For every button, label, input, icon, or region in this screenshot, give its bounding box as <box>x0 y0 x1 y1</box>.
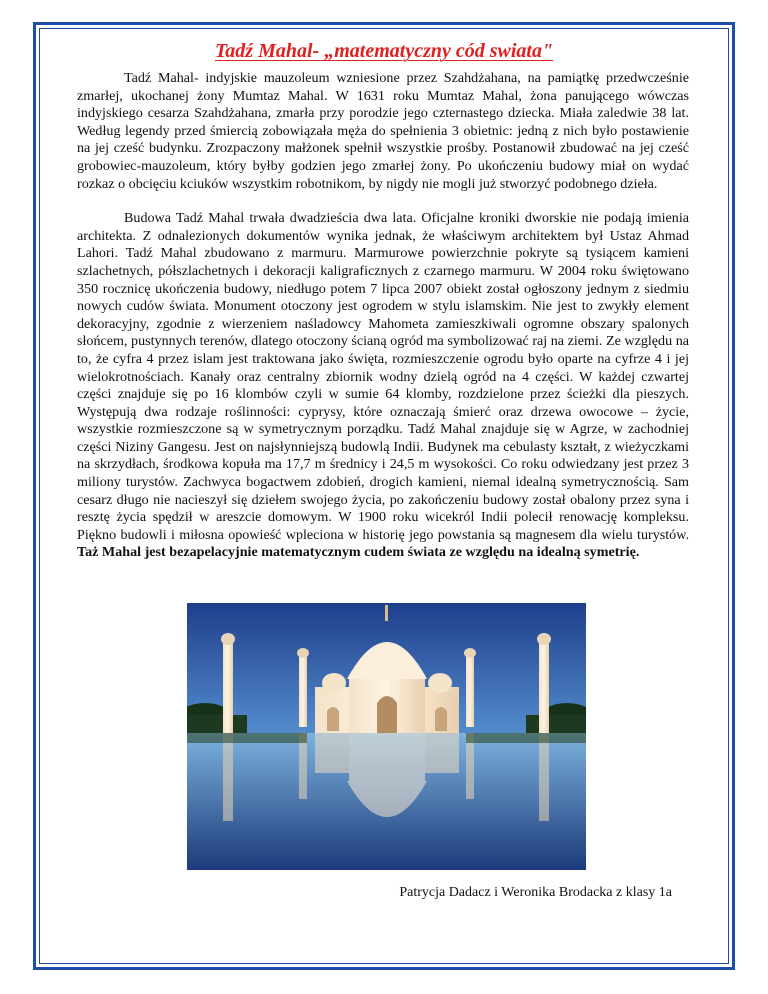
paragraph-history: Tadź Mahal- indyjskie mauzoleum wzniesione przez Szahdżahana, na pamiątkę przedwcześnie zmarłej, ukochanej żony Mumtaz Mahal. W 1631 roku Mumtaz Mahal, żona panującego wówczas indyjskiego cesarza Szahdżahana, zmarła przy porodzie jego czternastego dziecka. Miała zaledwie 38 lat. Według legendy przed śmiercią zobowiązała męża do spełnienia 3 obietnic: jedną z nich było postawienie na jej cześć budynku. Zrozpaczony małżonek spełnił wszystkie prośby. Postanowił zbudować na jej cześć grobowiec-mauzoleum, który byłby godzien jego zmarłej żony. Po ukończeniu budowy miał on wydać rozkaz o obcięciu kciuków wszystkim robotnikom, by nigdy nie mogli już stworzyć podobnego dzieła. <box>77 70 689 192</box>
article-body <box>77 70 689 562</box>
conclusion-text: Taż Mahal jest bezapelacyjnie matematycznym cudem świata ze względu na idealną symetrię. <box>77 544 640 561</box>
taj-mahal-photo <box>187 603 586 870</box>
author-caption: Patrycja Dadacz i Weronika Brodacka z klasy 1a <box>399 885 672 900</box>
paragraph-description-text: Budowa Tadź Mahal trwała dwadzieścia dwa lata. Oficjalne kroniki dworskie nie podają imienia architekta. Z odnalezionych dokumentów wynika jednak, że właściwym architektem był Ustaz Ahmad Lahori. Tadź Mahal zbudowano z marmuru. Marmurowe powierzchnie pokryte są tysiącem kamieni szlachetnych, półszlachetnych i dekoracji kaligraficznych z czarnego marmuru. W 2004 roku świętowano 350 rocznicę ukończenia budowy, niedługo potem 7 lipca 2007 obiekt został ogłoszony jednym z siedmiu nowych cudów świata. Monument otoczony jest ogrodem w stylu islamskim. Nie jest to zwykły element dekoracyjny, zgodnie z wierzeniem naśladowcy Mahometa zamieszkiwali ogromne obszary spalonych słońcem, pustynnych terenów, dlatego otoczony ścianą ogród ma symbolizować raj na ziemi. Ze względu na to, że cyfra 4 przez islam jest traktowana jako święta, rozmieszczenie ogrodu było oparte na cyfrze 4 i jej wielokrotnościach. Kanały oraz centralny zbiornik wodny dzielą ogród na 4 części. W każdej czwartej części znajduje się po 16 klombów czyli w sumie 64 klomby, rozdzielone przez ścieżki dla pieszych. Występują dwa rodzaje roślinności: cyprysy, które oznaczają śmierć oraz drzewa owocowe – życie, wszystkie rozmieszczone są w symetrycznym porządku. Tadź Mahal znajduje się w Agrze, w zachodniej części Niziny Gangesu. Jest on najsłynniejszą budowlą Indii. Budynek ma cebulasty kształt, z wieżyczkami na skrzydłach, środkowa kopuła ma 17,7 m średnicy i 24,5 m wysokości. Co roku odwiedzany jest przez 3 miliony turystów. Zachwyca bogactwem zdobień, drogich kamieni, niemal idealną symetrycznością. Sam cesarz długo nie nacieszył się dziełem swojego życia, po zakończeniu budowy został obalony przez syna i resztę życia spędził w areszcie domowym. W 1900 roku wicekról Indii polecił renowację kompleksu. Piękno budowli i miłosna opowieść wpleciona w historię jego powstania są magnesem dla wielu turystów. <box>77 210 689 543</box>
paragraph-description <box>77 210 689 562</box>
page-title: Tadź Mahal- „matematyczny cód swiata" <box>214 40 554 62</box>
